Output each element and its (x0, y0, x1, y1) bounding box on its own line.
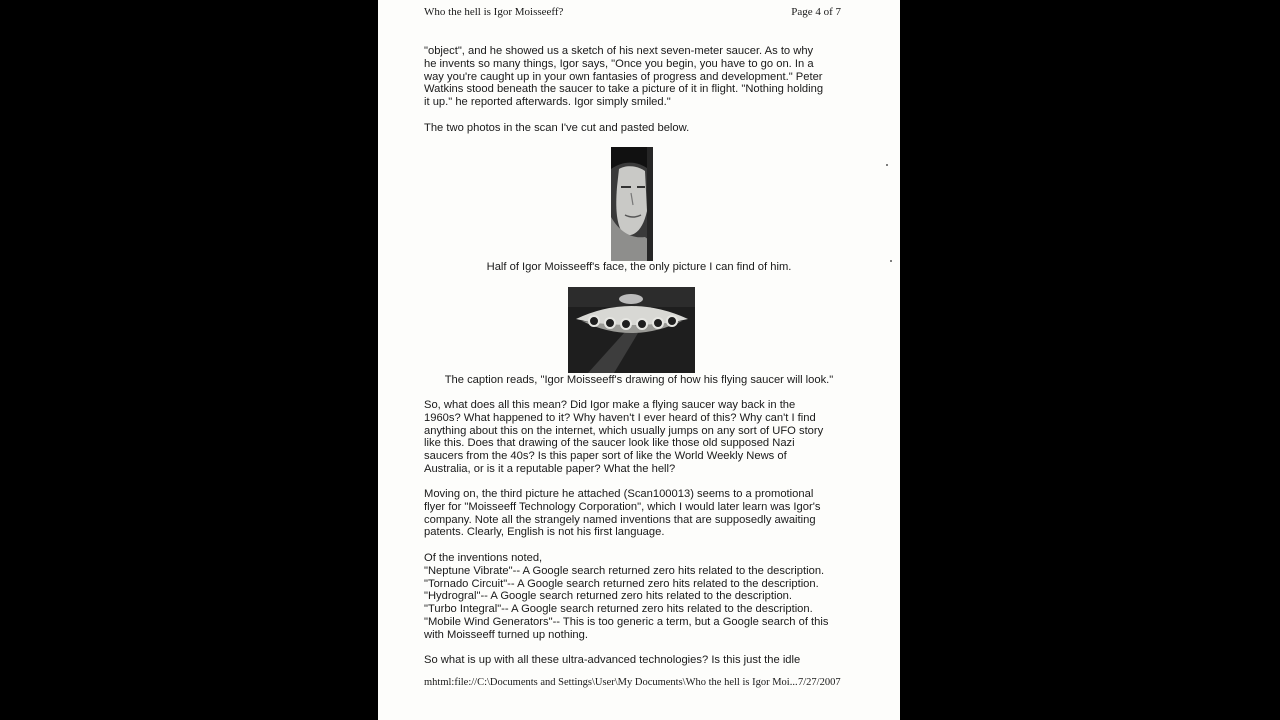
igor-face-photo (611, 147, 653, 261)
paragraph-1: "object", and he showed us a sketch of his next seven-meter saucer. As to why he invents so many things, Igor says, "Once you begin, you have to go on. In a way you're caught up in your own fantasies of progress and development." Peter Watkins stood beneath the saucer to take a picture of it in flight. "Nothing holding it up." he reported afterwards. Igor simply smiled." (424, 45, 824, 109)
paragraph-3: So, what does all this mean? Did Igor make a flying saucer way back in the 1960s? What happened to it? Why haven't I ever heard of this? Why can't I find anything about this on the internet, which usually jumps on any sort of UFO story like this. Does that drawing of the saucer look like those old supposed Nazi saucers from the 40s? Is this paper sort of like the World Weekly News of Australia, or is it a reputable paper? What the hell? (424, 399, 824, 475)
face-caption: Half of Igor Moisseeff's face, the only picture I can find of him. (486, 261, 792, 273)
saucer-drawing-photo (568, 287, 695, 373)
scanned-document-page (378, 0, 900, 720)
footer-date: 7/27/2007 (798, 677, 841, 688)
paragraph-4: Moving on, the third picture he attached (Scan100013) seems to a promotional flyer for "Moisseeff Technology Corporation", which I would later learn was Igor's company. Note all the strangely named inventions that are supposedly awaiting patents. Clearly, English is not his first language. (424, 488, 821, 539)
footer-url: mhtml:file://C:\Documents and Settings\User\My Documents\Who the hell is Igor Moi... (424, 677, 798, 688)
paragraph-2: The two photos in the scan I've cut and pasted below. (424, 122, 690, 134)
inventions-list: Of the inventions noted, "Neptune Vibrate"-- A Google search returned zero hits related to the description. "Tornado Circuit"-- A Google search returned zero hits related to the description. "Hydrogral"-- A Google search returned zero hits related to the description. "Turbo Integral"-- A Google search returned zero hits related to the description. "Mobile Wind Generators"-- This is too generic a term, but a Google search of this with Moisseeff turned up nothing. (424, 552, 829, 641)
header-title: Who the hell is Igor Moisseeff? (424, 6, 564, 18)
paragraph-6: So what is up with all these ultra-advanced technologies? Is this just the idle (424, 654, 801, 666)
saucer-caption: The caption reads, "Igor Moisseeff's drawing of how his flying saucer will look." (444, 374, 834, 386)
scan-speck (886, 164, 888, 166)
header-page-number: Page 4 of 7 (791, 6, 841, 18)
scan-speck (890, 260, 892, 262)
